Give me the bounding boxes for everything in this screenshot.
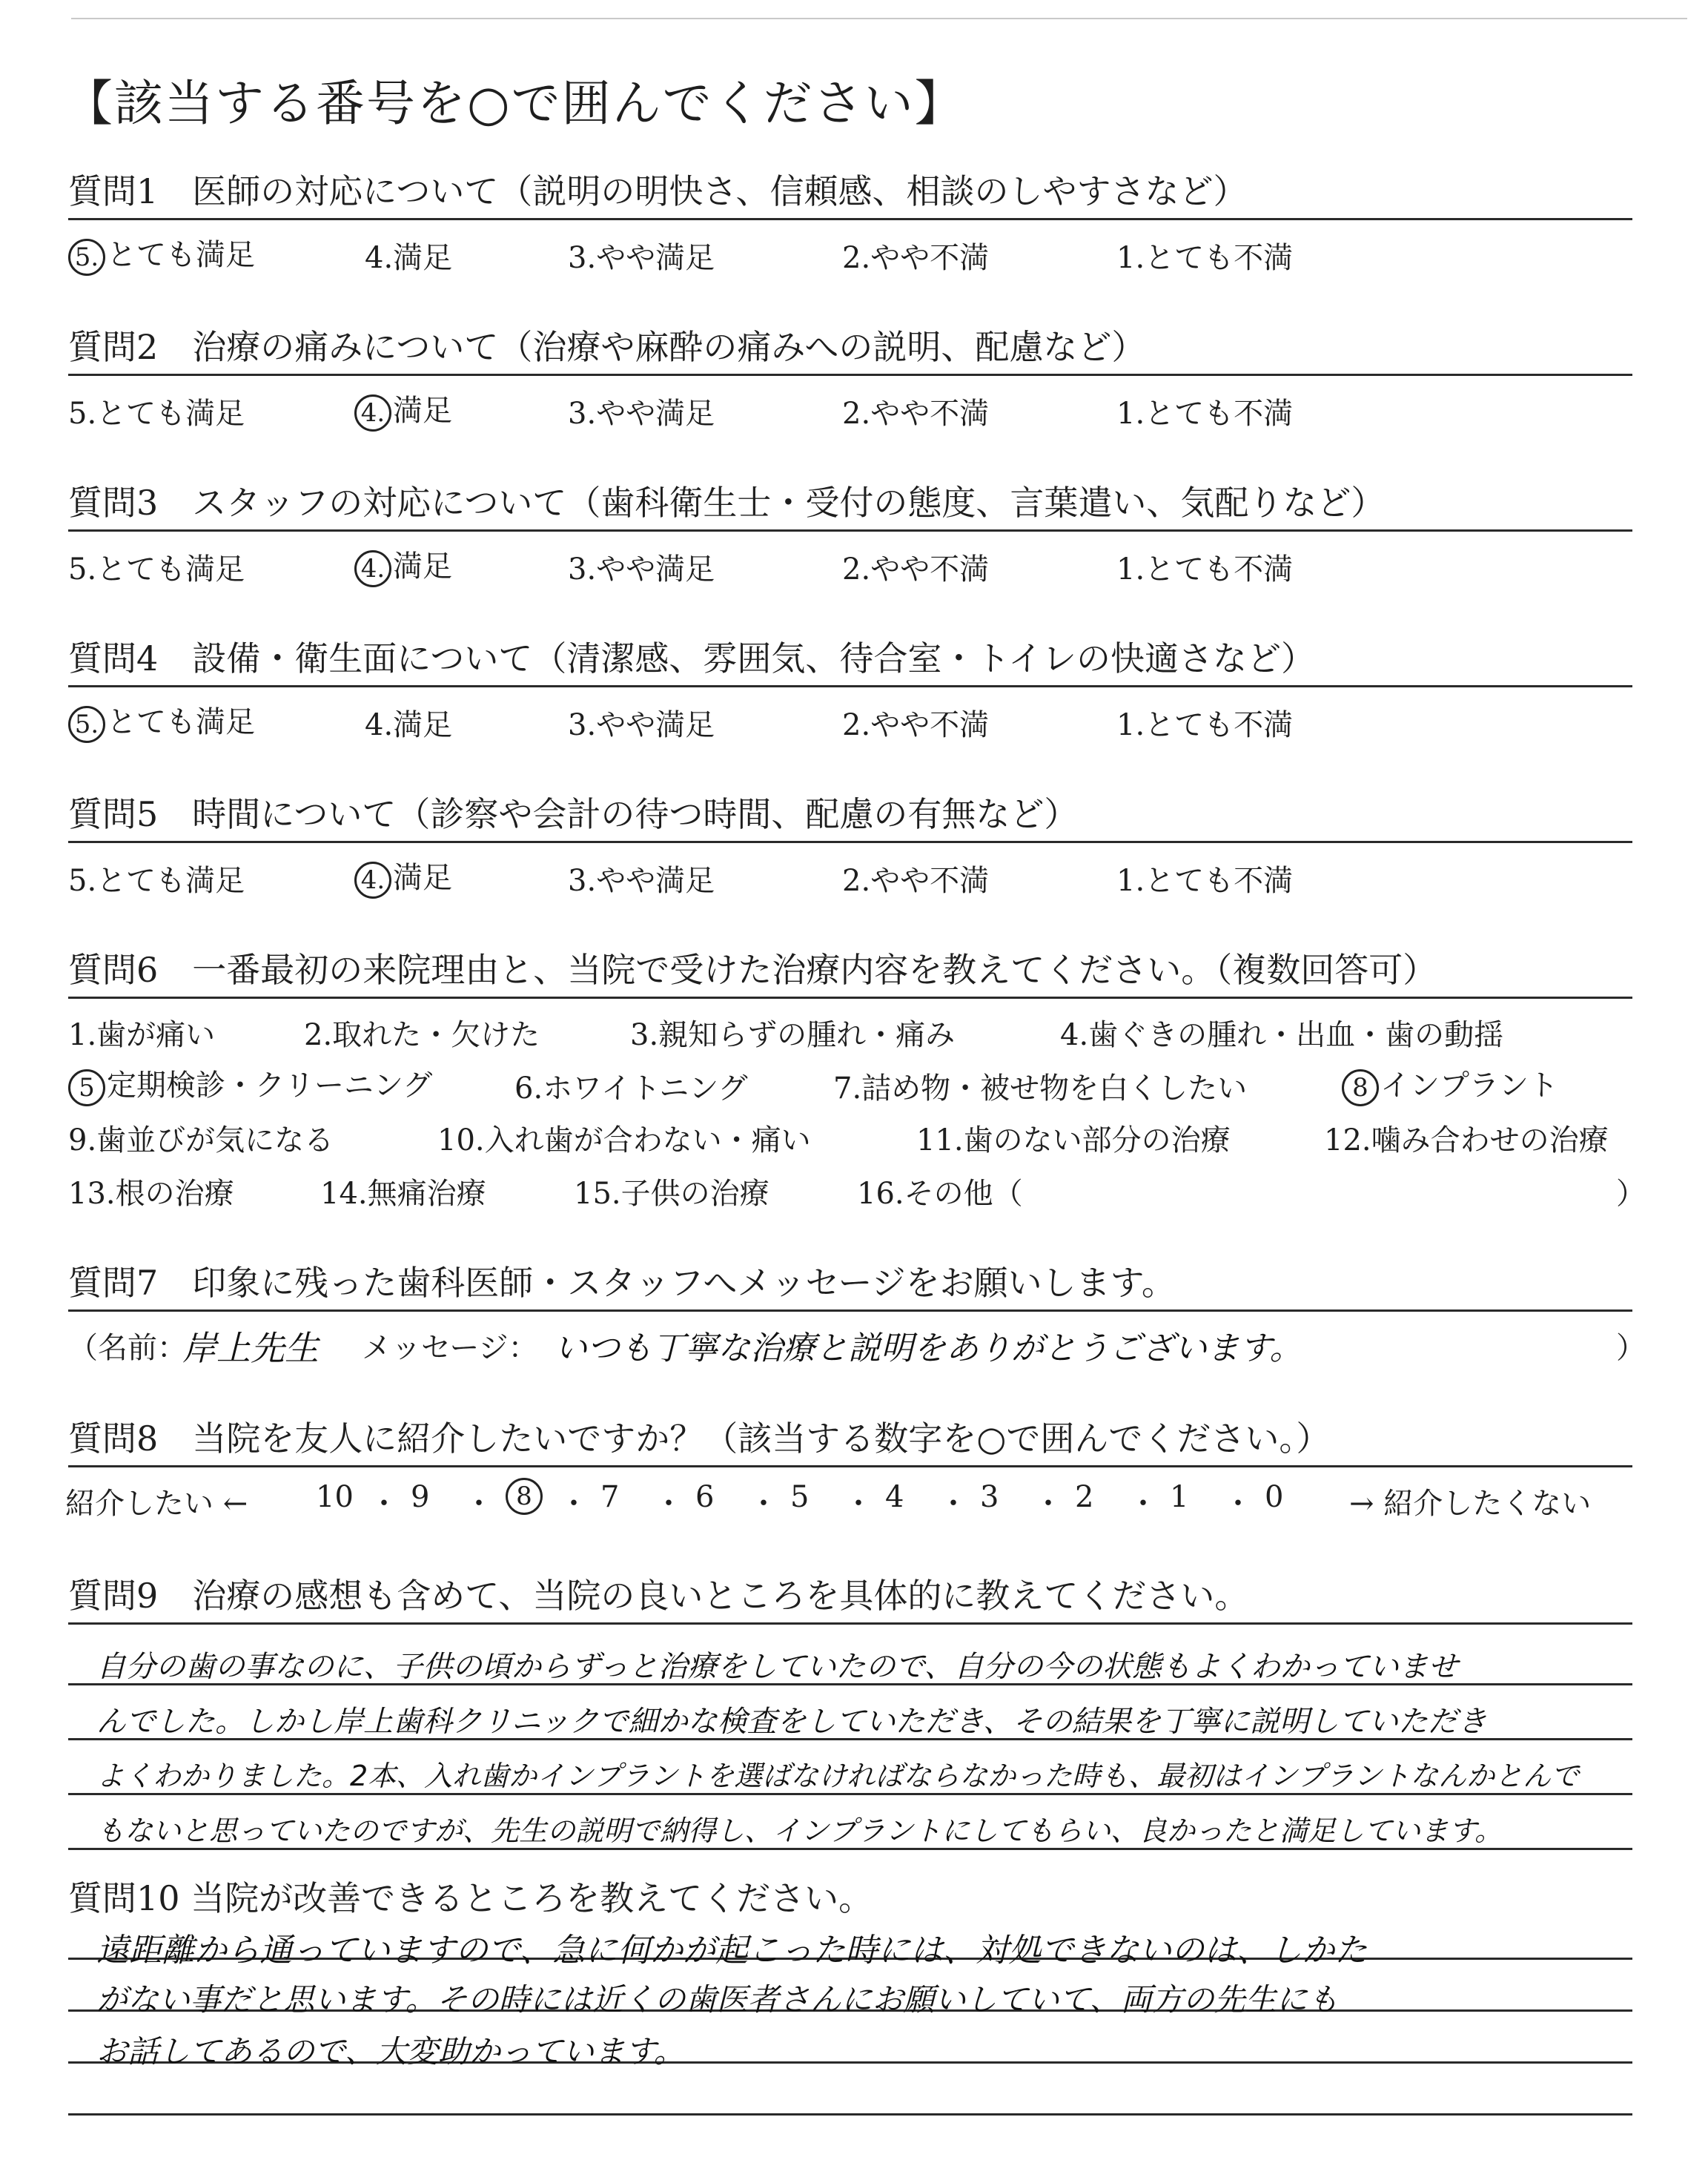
q5-option-4-selected[interactable]: 4. 満足 xyxy=(354,854,452,899)
q8-scale-7[interactable]: 7 xyxy=(600,1480,620,1514)
q6-option-1[interactable]: 1.歯が痛い xyxy=(68,1018,216,1052)
q7-message-label: メッセージ： xyxy=(362,1331,538,1365)
selection-circle: 8 xyxy=(506,1478,543,1515)
q6-option-12[interactable]: 12.噛み合わせの治療 xyxy=(1324,1123,1609,1157)
q9-answer-line-3[interactable]: よくわかりました。2本、入れ歯かインプラントを選ばなければならなかった時も、最初はインプラントなんかとんで xyxy=(96,1760,1580,1792)
q7-name-value[interactable]: 岸上先生 xyxy=(182,1328,319,1368)
question-4 xyxy=(68,629,1632,687)
q7-message-value[interactable]: いつも丁寧な治療と説明をありがとうございます。 xyxy=(555,1330,1302,1367)
question-6 xyxy=(68,940,1632,999)
q2-option-1[interactable]: 1.とても不満 xyxy=(1116,397,1294,431)
q8-scale-separator: ・ xyxy=(939,1487,968,1521)
q8-scale-2[interactable]: 2 xyxy=(1075,1480,1094,1514)
q4-option-1[interactable]: 1.とても不満 xyxy=(1116,708,1294,742)
q8-right-label: → 紹介したくない xyxy=(1349,1487,1592,1521)
q2-option-5[interactable]: 5.とても満足 xyxy=(68,397,245,431)
q8-scale-separator: ・ xyxy=(844,1487,873,1521)
selection-circle: 4. xyxy=(354,394,391,432)
q3-option-4-selected[interactable]: 4. 満足 xyxy=(354,543,452,587)
q3-option-3[interactable]: 3.やや満足 xyxy=(568,552,715,587)
q6-option-2[interactable]: 2.取れた・欠けた xyxy=(304,1018,540,1052)
q5-option-2[interactable]: 2.やや不満 xyxy=(842,864,990,898)
question-5-title: 質問5 時間について（診察や会計の待つ時間、配慮の有無など） xyxy=(68,794,1079,834)
q8-scale-separator: ・ xyxy=(1223,1487,1253,1521)
q8-scale-separator: ・ xyxy=(1033,1487,1063,1521)
selection-circle: 8 xyxy=(1342,1069,1379,1106)
selection-circle: 5. xyxy=(68,239,105,276)
selection-circle: 5. xyxy=(68,706,105,743)
q3-option-1[interactable]: 1.とても不満 xyxy=(1116,552,1294,587)
q6-option-7[interactable]: 7.詰め物・被せ物を白くしたい xyxy=(833,1071,1248,1106)
question-8 xyxy=(68,1409,1632,1467)
q4-option-4[interactable]: 4.満足 xyxy=(365,708,453,742)
q10-answer-line-3[interactable]: お話してあるので、大変助かっています。 xyxy=(96,2033,685,2070)
q6-option-14[interactable]: 14.無痛治療 xyxy=(320,1177,486,1211)
q8-scale-1[interactable]: 1 xyxy=(1170,1480,1189,1514)
q2-option-2[interactable]: 2.やや不満 xyxy=(842,397,990,431)
q8-scale-6[interactable]: 6 xyxy=(695,1480,715,1514)
q8-scale-9[interactable]: 9 xyxy=(411,1480,430,1514)
question-7 xyxy=(68,1253,1632,1312)
question-2-title: 質問2 治療の痛みについて（治療や麻酔の痛みへの説明、配慮など） xyxy=(68,327,1146,367)
q6-option-9[interactable]: 9.歯並びが気になる xyxy=(68,1123,334,1157)
q5-option-3[interactable]: 3.やや満足 xyxy=(568,864,715,898)
q8-scale-separator: ・ xyxy=(369,1487,399,1521)
q8-left-label: 紹介したい ← xyxy=(65,1487,248,1521)
q6-option-11[interactable]: 11.歯のない部分の治療 xyxy=(916,1123,1231,1157)
q9-answer-line-2[interactable]: んでした。しかし岸上歯科クリニックで細かな検査をしていただき、その結果を丁寧に説明していただき xyxy=(96,1705,1487,1739)
q4-option-5-selected[interactable]: 5. とても満足 xyxy=(68,698,255,743)
q8-scale-separator: ・ xyxy=(464,1487,494,1521)
q6-option-8-selected[interactable]: 8 インプラント xyxy=(1342,1062,1558,1106)
question-6-title: 質問6 一番最初の来院理由と、当院で受けた治療内容を教えてください。（複数回答可） xyxy=(68,950,1437,990)
q1-option-4[interactable]: 4.満足 xyxy=(365,241,453,275)
page-title: 【該当する番号を○で囲んでください】 xyxy=(64,75,965,132)
selection-circle: 4. xyxy=(354,862,391,899)
q10-answer-line-2[interactable]: がない事だと思います。その時には近くの歯医者さんにお願いしていて、両方の先生にも xyxy=(96,1981,1339,2018)
q6-option-10[interactable]: 10.入れ歯が合わない・痛い xyxy=(437,1123,811,1157)
question-3-title: 質問3 スタッフの対応について（歯科衛生士・受付の態度、言葉遣い、気配りなど） xyxy=(68,483,1386,523)
q8-scale-8[interactable] xyxy=(506,1477,544,1515)
question-2 xyxy=(68,317,1632,376)
q8-scale-5[interactable]: 5 xyxy=(790,1480,810,1514)
q3-option-2[interactable]: 2.やや不満 xyxy=(842,552,990,587)
question-7-title: 質問7 印象に残った歯科医師・スタッフへメッセージをお願いします。 xyxy=(68,1263,1176,1303)
question-9 xyxy=(68,1566,1632,1625)
q6-option-3[interactable]: 3.親知らずの腫れ・痛み xyxy=(630,1018,956,1052)
question-5 xyxy=(68,785,1632,843)
question-10 xyxy=(68,1869,1632,1925)
q2-option-3[interactable]: 3.やや満足 xyxy=(568,397,715,431)
q5-option-5[interactable]: 5.とても満足 xyxy=(68,864,245,898)
q2-option-4-selected[interactable]: 4. 満足 xyxy=(354,387,452,432)
q1-option-3[interactable]: 3.やや満足 xyxy=(568,241,715,275)
q8-scale-separator: ・ xyxy=(749,1487,778,1521)
question-10-title: 質問10 当院が改善できるところを教えてください。 xyxy=(68,1878,873,1918)
q6-option-6[interactable]: 6.ホワイトニング xyxy=(514,1071,748,1106)
question-8-title: 質問8 当院を友人に紹介したいですか？（該当する数字を○で囲んでください。） xyxy=(68,1418,1331,1459)
q6-option-4[interactable]: 4.歯ぐきの腫れ・出血・歯の動揺 xyxy=(1060,1018,1504,1052)
q9-answer-line-4[interactable]: もないと思っていたのですが、先生の説明で納得し、インプラントにしてもらい、良かったと満足しています。 xyxy=(96,1814,1503,1847)
q1-option-5-selected[interactable]: 5. とても満足 xyxy=(68,231,255,276)
q10-line-4 xyxy=(68,2113,1632,2116)
question-4-title: 質問4 設備・衛生面について（清潔感、雰囲気、待合室・トイレの快適さなど） xyxy=(68,638,1316,678)
question-9-title: 質問9 治療の感想も含めて、当院の良いところを具体的に教えてください。 xyxy=(68,1576,1249,1616)
top-border xyxy=(71,18,1687,19)
question-1 xyxy=(68,162,1632,220)
q1-option-2[interactable]: 2.やや不満 xyxy=(842,241,990,275)
q8-scale-0[interactable]: 0 xyxy=(1265,1480,1284,1514)
q8-scale-3[interactable]: 3 xyxy=(980,1480,999,1514)
q3-option-5[interactable]: 5.とても満足 xyxy=(68,552,245,587)
q8-scale-separator: ・ xyxy=(559,1487,589,1521)
q8-scale-separator: ・ xyxy=(1128,1487,1158,1521)
q9-answer-line-1[interactable]: 自分の歯の事なのに、子供の頃からずっと治療をしていたので、自分の今の状態もよくわかっていませ xyxy=(96,1650,1458,1684)
q8-scale-4[interactable]: 4 xyxy=(885,1480,904,1514)
selection-circle: 5 xyxy=(68,1069,105,1106)
q5-option-1[interactable]: 1.とても不満 xyxy=(1116,864,1294,898)
question-1-title: 質問1 医師の対応について（説明の明快さ、信頼感、相談のしやすさなど） xyxy=(68,171,1248,211)
q8-scale-separator: ・ xyxy=(654,1487,683,1521)
q6-option-16-close: ） xyxy=(1616,1177,1646,1211)
q7-close-paren: ） xyxy=(1616,1331,1646,1365)
selection-circle: 4. xyxy=(354,550,391,587)
q6-option-13[interactable]: 13.根の治療 xyxy=(68,1177,234,1211)
q4-option-3[interactable]: 3.やや満足 xyxy=(568,708,715,742)
q4-option-2[interactable]: 2.やや不満 xyxy=(842,708,990,742)
question-3 xyxy=(68,473,1632,532)
q7-name-label: （名前： xyxy=(68,1331,187,1365)
q6-option-16[interactable]: 16.その他（ xyxy=(857,1177,1023,1211)
q10-answer-line-1[interactable]: 遠距離から通っていますので、急に何かが起こった時には、対処できないのは、しかた xyxy=(96,1932,1368,1969)
q1-option-1[interactable]: 1.とても不満 xyxy=(1116,241,1294,275)
q6-option-5-selected[interactable]: 5 定期検診・クリーニング xyxy=(68,1062,432,1106)
q6-option-15[interactable]: 15.子供の治療 xyxy=(574,1177,769,1211)
q8-scale-10[interactable]: 10 xyxy=(316,1480,354,1514)
